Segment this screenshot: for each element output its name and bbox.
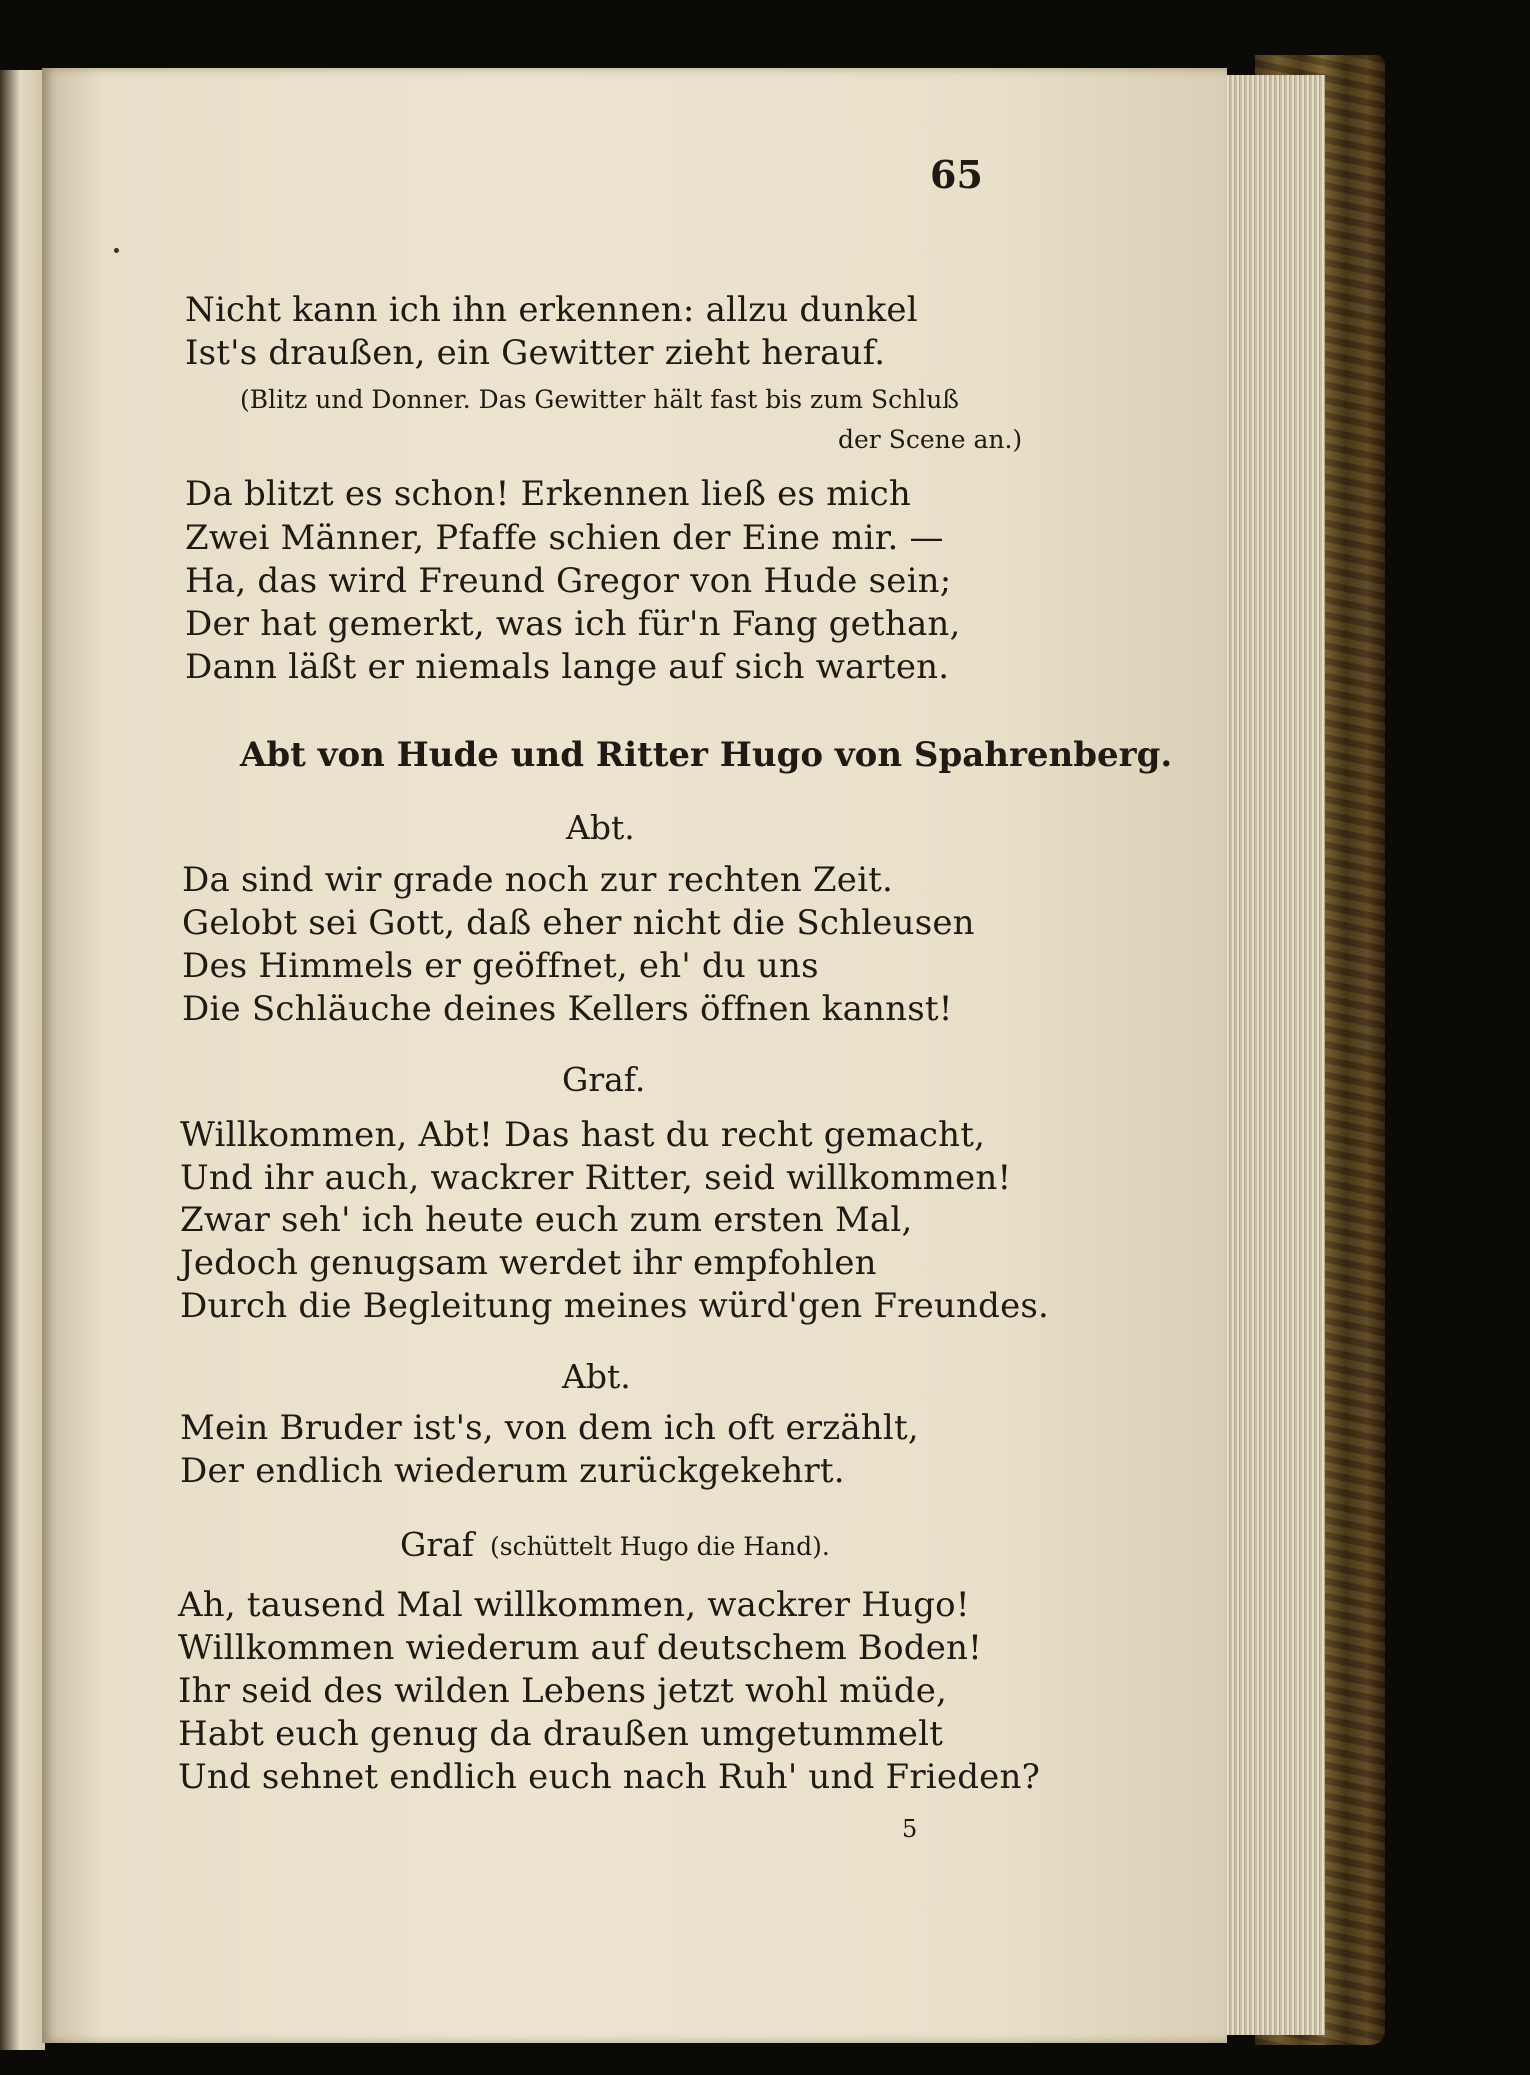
verse-line: Willkommen wiederum auf deutschem Boden!	[178, 1628, 982, 1668]
verse-line: Und sehnet endlich euch nach Ruh' und Frieden?	[178, 1757, 1041, 1797]
print-speck	[114, 248, 119, 253]
speaker-name: Graf.	[562, 1060, 646, 1099]
verse-line: Mein Bruder ist's, von dem ich oft erzählt,	[180, 1408, 919, 1448]
verse-line: Da blitzt es schon! Erkennen ließ es mich	[185, 474, 911, 514]
speaker-name: Abt.	[562, 1357, 631, 1396]
verse-line: Willkommen, Abt! Das hast du recht gemacht,	[180, 1115, 986, 1155]
stage-direction: (Blitz und Donner. Das Gewitter hält fast bis zum Schluß	[240, 385, 959, 414]
page-number: 65	[930, 152, 983, 197]
verse-line: Zwar seh' ich heute euch zum ersten Mal,	[180, 1200, 913, 1240]
speaker-name: Graf	[400, 1525, 475, 1564]
verse-line: Die Schläuche deines Kellers öffnen kannst!	[182, 989, 953, 1029]
signature-mark: 5	[902, 1815, 918, 1843]
verse-line: Durch die Begleitung meines würd'gen Freundes.	[180, 1286, 1050, 1326]
stage-direction: der Scene an.)	[838, 425, 1023, 454]
speaker-name: Abt.	[566, 808, 635, 847]
verse-line: Gelobt sei Gott, daß eher nicht die Schleusen	[182, 903, 975, 943]
verse-line: Ah, tausend Mal willkommen, wackrer Hugo!	[178, 1585, 970, 1625]
verse-line: Jedoch genugsam werdet ihr empfohlen	[180, 1243, 877, 1283]
verse-line: Und ihr auch, wackrer Ritter, seid willkommen!	[180, 1158, 1012, 1198]
verse-line: Dann läßt er niemals lange auf sich warten.	[185, 647, 950, 687]
verse-line: Ihr seid des wilden Lebens jetzt wohl müde,	[178, 1671, 948, 1711]
verse-line: Nicht kann ich ihn erkennen: allzu dunkel	[185, 290, 918, 330]
verse-line: Zwei Männer, Pfaffe schien der Eine mir. —	[185, 518, 944, 558]
stage-direction: (schüttelt Hugo die Hand).	[490, 1532, 830, 1561]
left-page-edge	[0, 70, 45, 2050]
verse-line: Da sind wir grade noch zur rechten Zeit.	[182, 860, 894, 900]
scene-heading: Abt von Hude und Ritter Hugo von Spahrenberg.	[240, 735, 1173, 775]
verse-line: Des Himmels er geöffnet, eh' du uns	[182, 946, 819, 986]
verse-line: Der hat gemerkt, was ich für'n Fang gethan,	[185, 604, 961, 644]
verse-line: Der endlich wiederum zurückgekehrt.	[180, 1451, 845, 1491]
verse-line: Ist's draußen, ein Gewitter zieht herauf.	[185, 333, 886, 373]
verse-line: Ha, das wird Freund Gregor von Hude sein;	[185, 561, 952, 601]
page-edges	[1215, 75, 1325, 2035]
verse-line: Habt euch genug da draußen umgetummelt	[178, 1714, 944, 1754]
